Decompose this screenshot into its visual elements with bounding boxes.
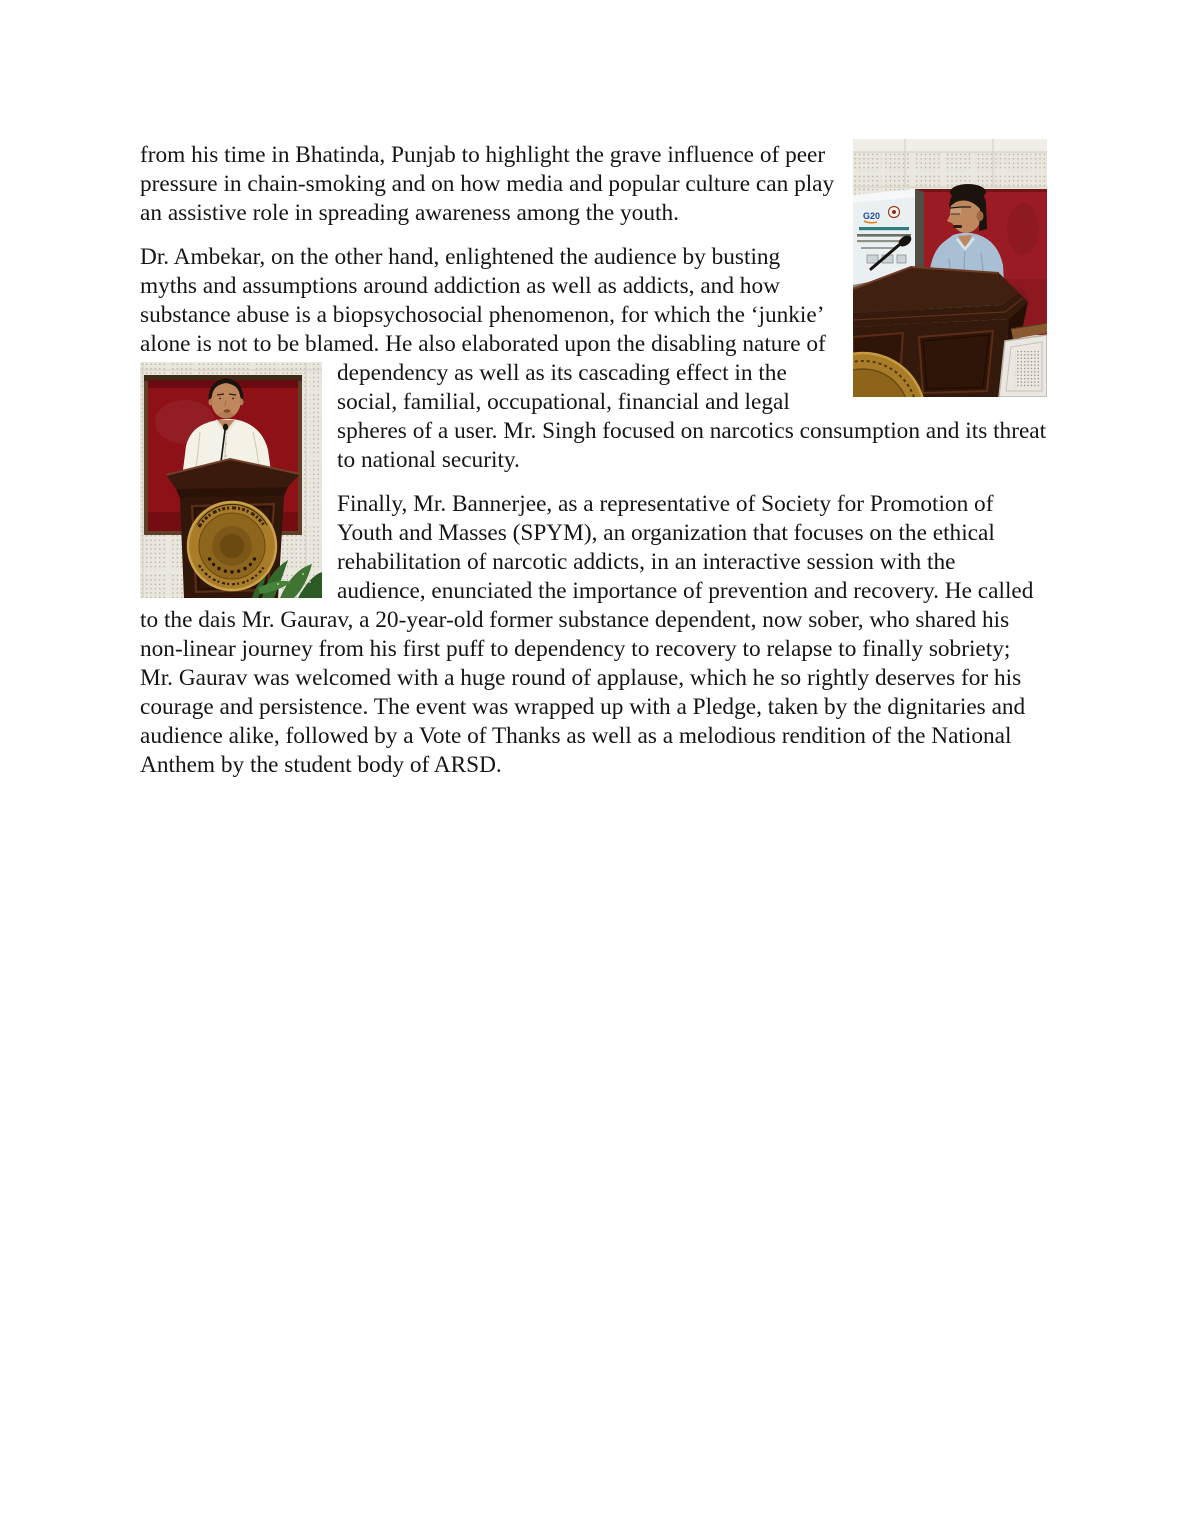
paragraph-2-text-after: dependency as well as its cascading effect in the social, familial, occupational, financial and legal spheres of a user. Mr. Singh focused on narcotics consumption and its threat to national security.	[337, 360, 1047, 473]
g20-logo: G20	[863, 211, 881, 221]
event-photo-right	[853, 139, 1047, 397]
paragraph-1-text: from his time in Bhatinda, Punjab to highlight the grave influence of peer pressure in chain-smoking and on how media and popular culture can play an assistive role in spreading awareness among the youth.	[140, 142, 835, 226]
paragraph-3-text: Finally, Mr. Bannerjee, as a representative of Society for Promotion of Youth and Masses (SPYM), an organization that focuses on the ethical rehabilitation of narcotic addicts, in an interactive session with the audience, enunciated the importance of prevention and recovery. He called to the dais Mr. Gaurav, a 20-year-old former substance dependent, now sober, who shared his non-linear journey from his first puff to dependency to recovery to relapse to finally sobriety; Mr. Gaurav was welcomed with a huge round of applause, which he so rightly deserves for his courage and persistence. The event was wrapped up with a Pledge, taken by the dignitaries and audience alike, followed by a Vote of Thanks as well as a melodious rendition of the National Anthem by the student body of ARSD.	[140, 491, 1034, 778]
podium-emblem	[188, 502, 276, 590]
paragraph-1	[140, 141, 1047, 228]
event-photo-left	[140, 362, 322, 598]
paragraph-2-text-before: Dr. Ambekar, on the other hand, enlightened the audience by busting myths and assumptions around addiction as well as addicts, and how substance abuse is a biopsychosocial phenomenon, for which the ‘junkie’ alone is not to be blamed. He also elaborated upon the disabling nature of	[140, 244, 826, 357]
